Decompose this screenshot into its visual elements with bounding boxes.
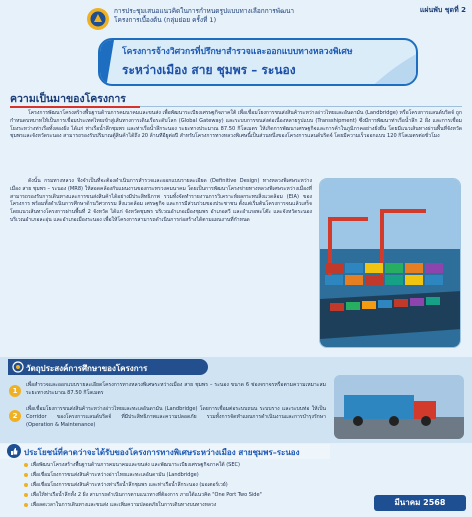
objective-number-2: 2 bbox=[9, 410, 21, 422]
benefits-title: ประโยชน์ที่คาดว่าจะได้รับของโครงการทางพิเศษระหว่างเมือง สายชุมพร–ระนอง bbox=[24, 448, 300, 457]
objectives-title: วัตถุประสงค์การศึกษาของโครงการ bbox=[26, 364, 148, 373]
benefit-item-5 bbox=[24, 502, 216, 509]
bullet-icon bbox=[24, 493, 28, 497]
benefit-text: เพื่อพัฒนาโครงสร้างพื้นฐานด้านการคมนาคมและขนส่ง และพัฒนาระเบียงเศรษฐกิจภาคใต้ (SEC) bbox=[31, 462, 240, 468]
thumbs-up-icon bbox=[7, 444, 21, 458]
section-underline bbox=[10, 106, 140, 108]
benefit-text: เพื่อเชื่อมโยงการขนส่งสินค้าระหว่างอ่าวไทยและทะเลอันดามัน (Landbridge) bbox=[31, 472, 199, 478]
benefit-text: เพื่อลดเวลาในการเดินทางและขนส่ง และเพิ่มความปลอดภัยในการเดินทางบนทางหลวง bbox=[31, 502, 217, 508]
bullet-icon bbox=[24, 473, 28, 477]
banner-line-2: ระหว่างเมือง สาย ชุมพร – ระนอง bbox=[122, 63, 296, 77]
bullet-icon bbox=[24, 483, 28, 487]
banner-line-1: โครงการจ้างวิศวกรที่ปรึกษาสำรวจและออกแบบทางหลวงพิเศษ bbox=[122, 47, 353, 57]
benefit-item-2 bbox=[24, 472, 199, 479]
issue-date-badge: มีนาคม 2568 bbox=[374, 495, 466, 511]
target-icon bbox=[12, 361, 24, 373]
objective-number-1: 1 bbox=[9, 385, 21, 397]
objective-text-2: เพื่อเชื่อมโยงการขนส่งสินค้าระหว่างอ่าวไทยและทะเลอันดามัน (Landbridge) โดยการเชื่อมต่อระบบถนน ระบบราง และระบบท่อ ให้เป็น Corridor ของโครงการแลนด์บริดจ์ ที่มีประสิทธิภาพและความปลอดภัย รวมทั้งการจัดทำแผนการดำเนินงานและการบำรุงรักษา (Operation & Maintenance) bbox=[26, 406, 326, 428]
meeting-line-1: การประชุมเสนอแนวคิดในการกำหนดรูปแบบทางเลือกการพัฒนา bbox=[114, 7, 295, 15]
section-rule bbox=[140, 106, 462, 107]
background-paragraph-2: ดังนั้น กรมทางหลวง จึงจำเป็นที่จะต้องดำเนินการสำรวจและออกแบบรายละเอียด (Definitive Design) ทางหลวงพิเศษระหว่างเมือง สาย ชุมพร – ระนอง (MR8) ให้สอดคล้องกับแผนงานของกระทรวงคมนาคม โดยเป็นการพัฒนาโครงข่ายทางหลวงพิเศษระหว่างเมืองที่สามารถรองรับการเดินทางและการขนส่งสินค้าได้อย่างมีประสิทธิภาพ รวมทั้งจัดทำรายงานการวิเคราะห์ผลกระทบสิ่งแวดล้อม (EIA) ของโครงการ พร้อมทั้งดำเนินการศึกษาด้านวิศวกรรม สิ่งแวดล้อม เศรษฐกิจ และการมีส่วนร่วมของประชาชน ตั้งแต่เริ่มต้นโครงการจนแล้วเสร็จ โดยแนวเส้นทางโครงการผ่านพื้นที่ 2 จังหวัด ได้แก่ จังหวัดชุมพร บริเวณอำเภอเมืองชุมพร อำเภอสวี และอำเภอพะโต๊ะ และจังหวัดระนอง บริเวณอำเภอละอุ่น และอำเภอเมืองระนอง เพื่อให้โครงการสามารถดำเนินการก่อสร้างได้ตามแผนงานที่กำหนด bbox=[10, 178, 312, 223]
project-title-banner bbox=[98, 38, 418, 86]
benefit-item-4 bbox=[24, 492, 262, 499]
sheet-number: แผ่นพับ ชุดที่ 2 bbox=[419, 6, 466, 14]
benefit-text: เพื่อให้ท่าเรือน้ำลึกทั้ง 2 ฝั่ง สามารถดำเนินการตามแนวทางที่ต้องการ ภายใต้แนวคิด "One Port Two Side" bbox=[31, 492, 262, 498]
meeting-line-2: โครงการเบื้องต้น (กลุ่มย่อย ครั้งที่ 1) bbox=[114, 16, 217, 24]
department-logo-icon bbox=[86, 7, 110, 31]
benefit-item-3 bbox=[24, 482, 228, 489]
benefit-text: เพื่อเชื่อมโยงการขนส่งสินค้าระหว่างท่าเรือน้ำลึกชุมพร และท่าเรือน้ำลึกระนอง (มอเตอร์เวย์) bbox=[31, 482, 228, 488]
bullet-icon bbox=[24, 463, 28, 467]
port-illustration-icon bbox=[320, 179, 461, 348]
page-header bbox=[0, 3, 472, 36]
benefit-item-1 bbox=[24, 462, 240, 469]
bullet-icon bbox=[24, 503, 28, 507]
background-section-title: ความเป็นมาของโครงการ bbox=[10, 93, 126, 105]
meeting-caption bbox=[114, 7, 314, 25]
port-photo bbox=[319, 178, 461, 348]
background-paragraph-1: โครงการพัฒนาโครงสร้างพื้นฐานด้านการคมนาคมและขนส่ง เพื่อพัฒนาระเบียงเศรษฐกิจภาคใต้ เพื่อเชื่อมโยงการขนส่งสินค้าระหว่างอ่าวไทยและอันดามัน (Landbridge) หรือโครงการแลนด์บริดจ์ ถูกกำหนดบทบาทให้เป็นการเชื่อมประเทศไทยเข้าสู่เส้นทางการเดินเรือระดับโลก (Global Gateway) และระบบการขนส่งต่อเนื่องหลายรูปแบบ (Transshipment) ซึ่งมีการพัฒนาท่าเรือน้ำลึก 2 ฝั่ง และการเชื่อมโยงระหว่างท่าเรือทั้งสองฝั่ง ได้แก่ ท่าเรือน้ำลึกชุมพร และท่าเรือน้ำลึกระนอง ระยะทางประมาณ 87.50 กิโลเมตร ให้เกิดการพัฒนาเศรษฐกิจและการค้าในภูมิภาคอย่างยั่งยืน โดยมีแนวเส้นทางผ่านพื้นที่จังหวัดชุมพรและจังหวัดระนอง สามารถรองรับปริมาณตู้สินค้าได้ถึง 20 ล้านทีอียูต่อปี สำหรับโครงการทางหลวงพิเศษนี้เป็นส่วนหนึ่งของโครงการแลนด์บริดจ์ โดยมีความเร็วออกแบบ 120 กิโลเมตรต่อชั่วโมง bbox=[10, 110, 462, 140]
objective-text-1: เพื่อสำรวจและออกแบบรายละเอียดโครงการทางหลวงพิเศษระหว่างเมือง สาย ชุมพร – ระนอง ขนาด 6 ช่องจราจรหรือตามความเหมาะสม ระยะทางประมาณ 87.50 กิโลเมตร bbox=[26, 382, 326, 396]
truck-photo-icon bbox=[334, 375, 464, 439]
